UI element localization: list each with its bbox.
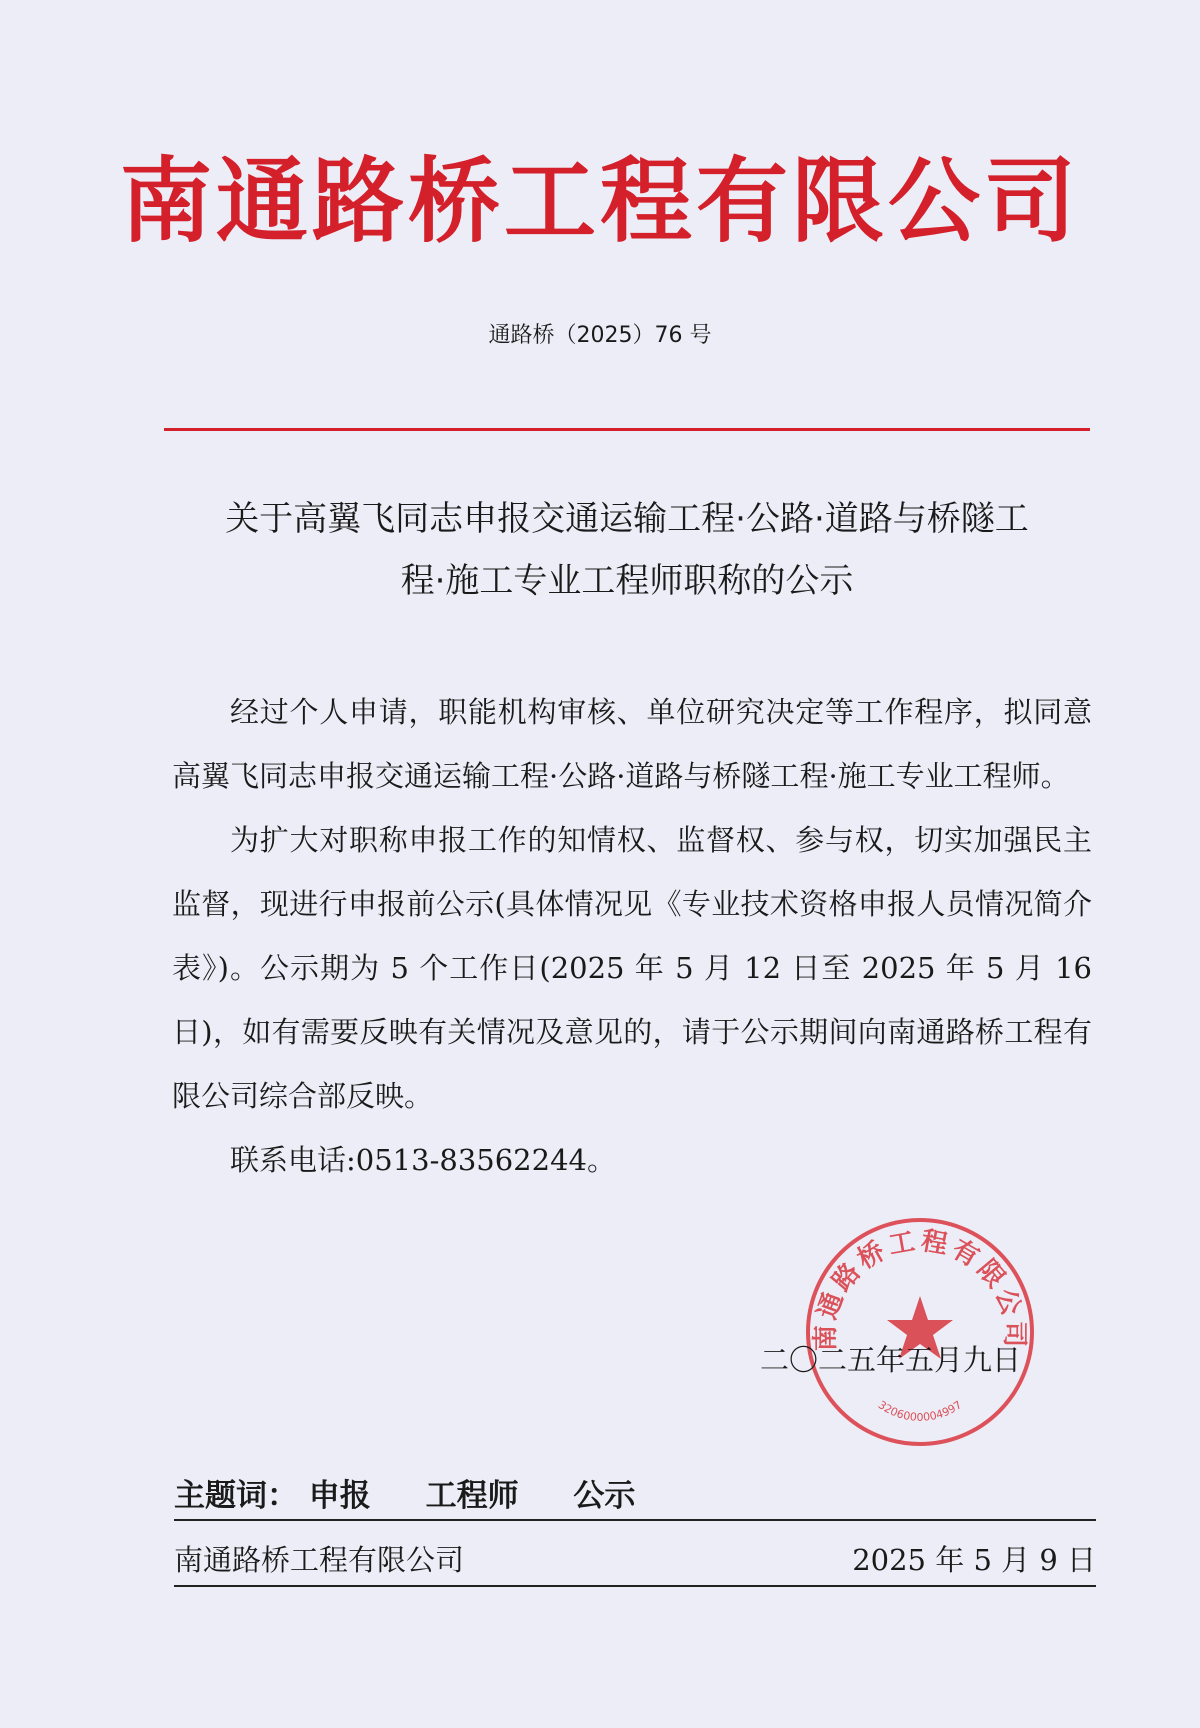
footer-row: [174, 1538, 1096, 1587]
keywords-row: [174, 1470, 1096, 1521]
svg-text:3206000004997: [876, 1398, 965, 1424]
body-paragraph-contact: 联系电话:0513-83562244。: [230, 1143, 616, 1177]
keywords-label: 主题词：: [174, 1478, 298, 1514]
red-divider: [164, 428, 1090, 431]
seal-text: 南通路桥工程有限公司: [810, 1226, 1030, 1352]
notice-body: [172, 680, 1092, 1192]
keyword: 申报: [308, 1478, 371, 1514]
signed-date: 二〇二五年五月九日: [760, 1343, 1022, 1377]
keyword: 工程师: [425, 1478, 519, 1514]
company-title: 南通路桥工程有限公司: [119, 148, 1080, 255]
seal-code: 3206000004997: [875, 1398, 965, 1424]
issue-date: 2025 年 5 月 9 日: [852, 1543, 1096, 1577]
body-paragraph-1: 经过个人申请，职能机构审核、单位研究决定等工作程序，拟同意高翼飞同志申报交通运输工程·公路·道路与桥隧工程·施工专业工程师。: [172, 695, 1092, 793]
company-seal-icon: [800, 1212, 1040, 1452]
notice-title-line-1: 关于高翼飞同志申报交通运输工程·公路·道路与桥隧工: [225, 499, 1029, 539]
document-number: 通路桥（2025）76 号: [488, 323, 712, 348]
keyword: 公示: [573, 1478, 636, 1514]
issuer-name: 南通路桥工程有限公司: [174, 1543, 465, 1577]
body-paragraph-2: 为扩大对职称申报工作的知情权、监督权、参与权，切实加强民主监督，现进行申报前公示(具体情况见《专业技术资格申报人员情况简介表》)。公示期为 5 个工作日(2025 年 5 月 12 日至 2025 年 5 月 16 日)，如有需要反映有关情况及意见的，请于公示期间向南通路桥工程有限公司综合部反映。: [172, 823, 1092, 1113]
notice-title-line-2: 程·施工专业工程师职称的公示: [400, 561, 854, 601]
notice-title: [164, 488, 1090, 612]
